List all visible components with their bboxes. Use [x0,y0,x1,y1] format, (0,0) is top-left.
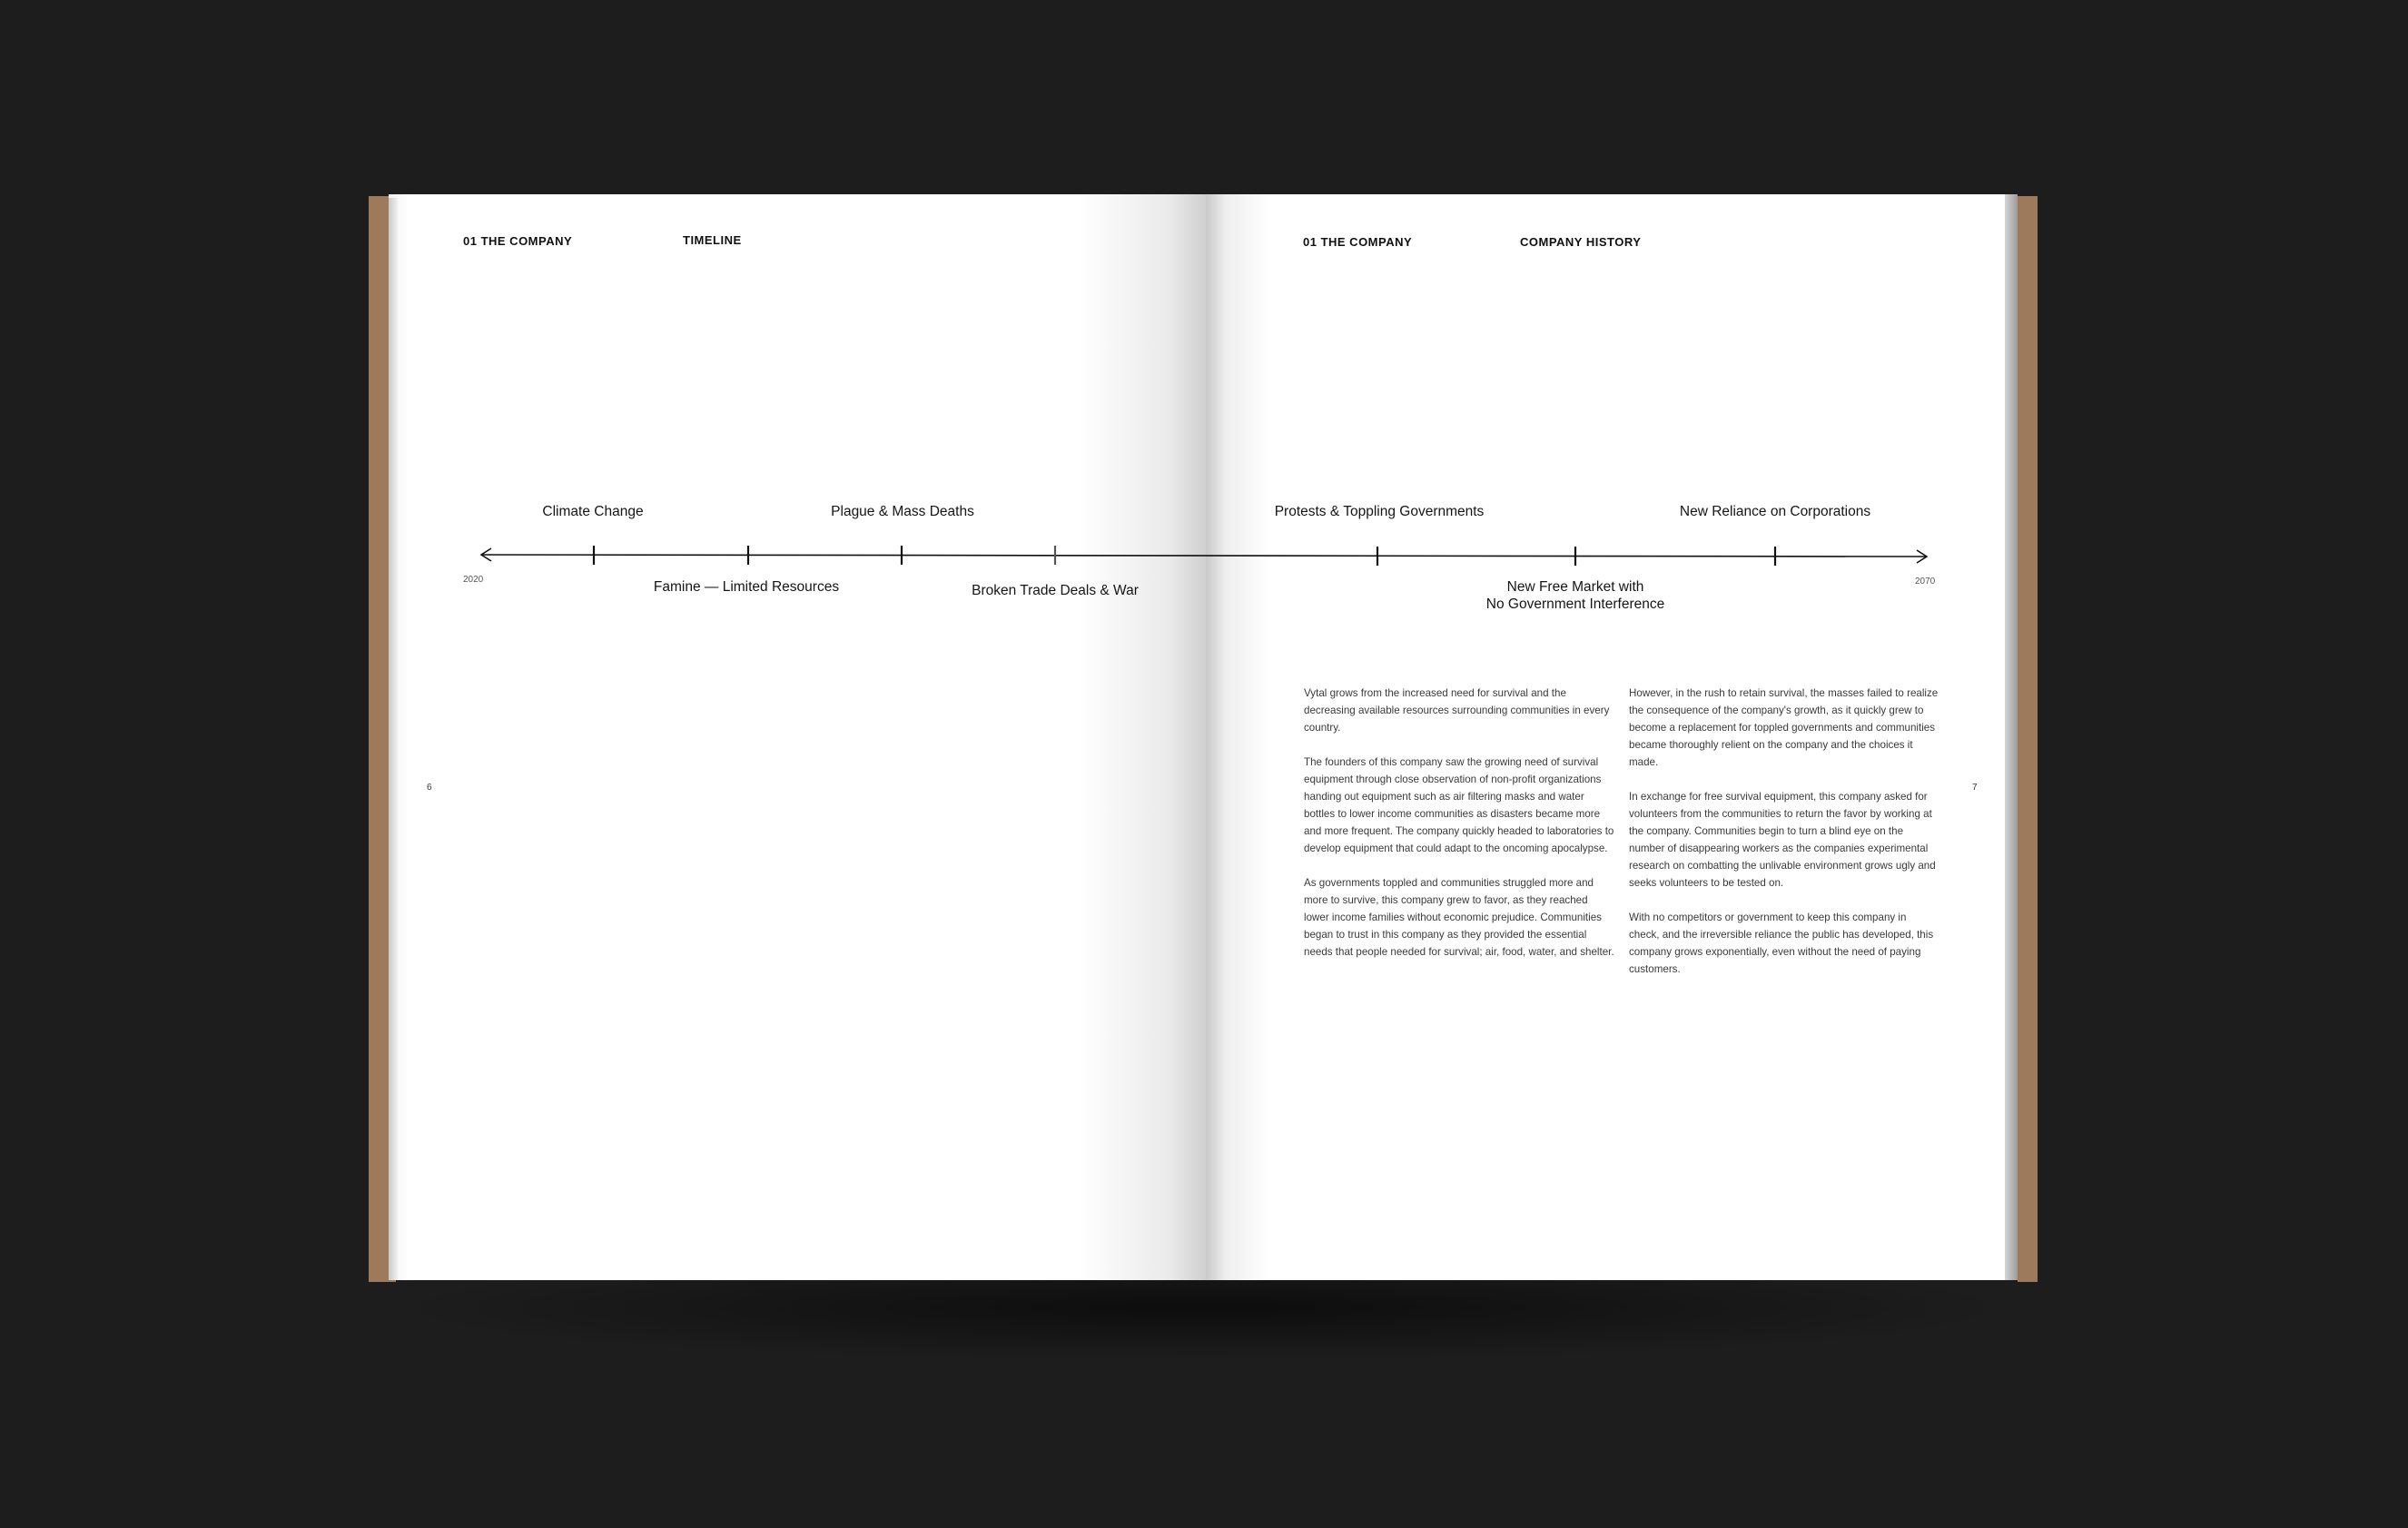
timeline-event-label: Broken Trade Deals & War [972,583,1139,598]
timeline-line [481,555,1927,557]
timeline-event-label: Climate Change [542,504,644,519]
right-page-number: 7 [1972,783,1978,793]
timeline-event-label: Plague & Mass Deaths [831,504,974,519]
history-paragraph: Vytal grows from the increased need for survival and the decreasing available resources surrounding communities in every country. [1304,687,1610,734]
history-paragraph: However, in the rush to retain survival, the masses failed to realize the consequence of the company's growth, as it quickly grew to become a replacement for toppled governments and communities became thoroughly relient on the company and the choices it made. [1629,687,1939,768]
timeline-end-year: 2070 [1915,577,1936,587]
history-paragraph: The founders of this company saw the growing need of survival equipment through close observation of non-profit organizations handing out equipment such as air filtering masks and water bottles to lower income communities as disasters became more and more frequent. The company quickly headed to laboratories to develop equipment that could adapt to the oncoming apocalypse. [1304,756,1614,854]
history-paragraph: In exchange for free survival equipment, this company asked for volunteers from the communities to return the favor by working at the company. Communities begin to turn a blind eye on the number of disappearing workers as the companies experimental research on combatting the unlivable environment grows ugly and seeks volunteers to be tested on. [1629,791,1936,889]
right-section-header: 01 THE COMPANY [1303,235,1413,249]
history-column-1 [1304,685,1614,978]
right-page-subtitle: COMPANY HISTORY [1520,235,1642,249]
history-column-2 [1629,685,1939,995]
left-section-header: 01 THE COMPANY [463,234,573,248]
timeline-event-label: New Free Market with [1506,579,1644,595]
timeline-start-year: 2020 [463,575,484,585]
history-paragraph: As governments toppled and communities struggled more and more to survive, this company grew to favor, as they reached lower income families without economic prejudice. Communities began to trust in this company as they provided the essential needs that people needed for survival; air, food, water, and shelter. [1304,877,1614,958]
history-paragraph: With no competitors or government to keep this company in check, and the irreversible reliance the public has developed, this company grows exponentially, even without the need of paying customers. [1629,912,1934,975]
timeline-event-label: New Reliance on Corporations [1679,504,1871,519]
left-page-subtitle: TIMELINE [683,233,742,247]
timeline-event-label: Famine — Limited Resources [653,579,840,595]
timeline-event-label: No Government Interference [1485,596,1665,612]
timeline-event-label: Protests & Toppling Governments [1274,504,1485,519]
left-page-number: 6 [427,783,432,793]
